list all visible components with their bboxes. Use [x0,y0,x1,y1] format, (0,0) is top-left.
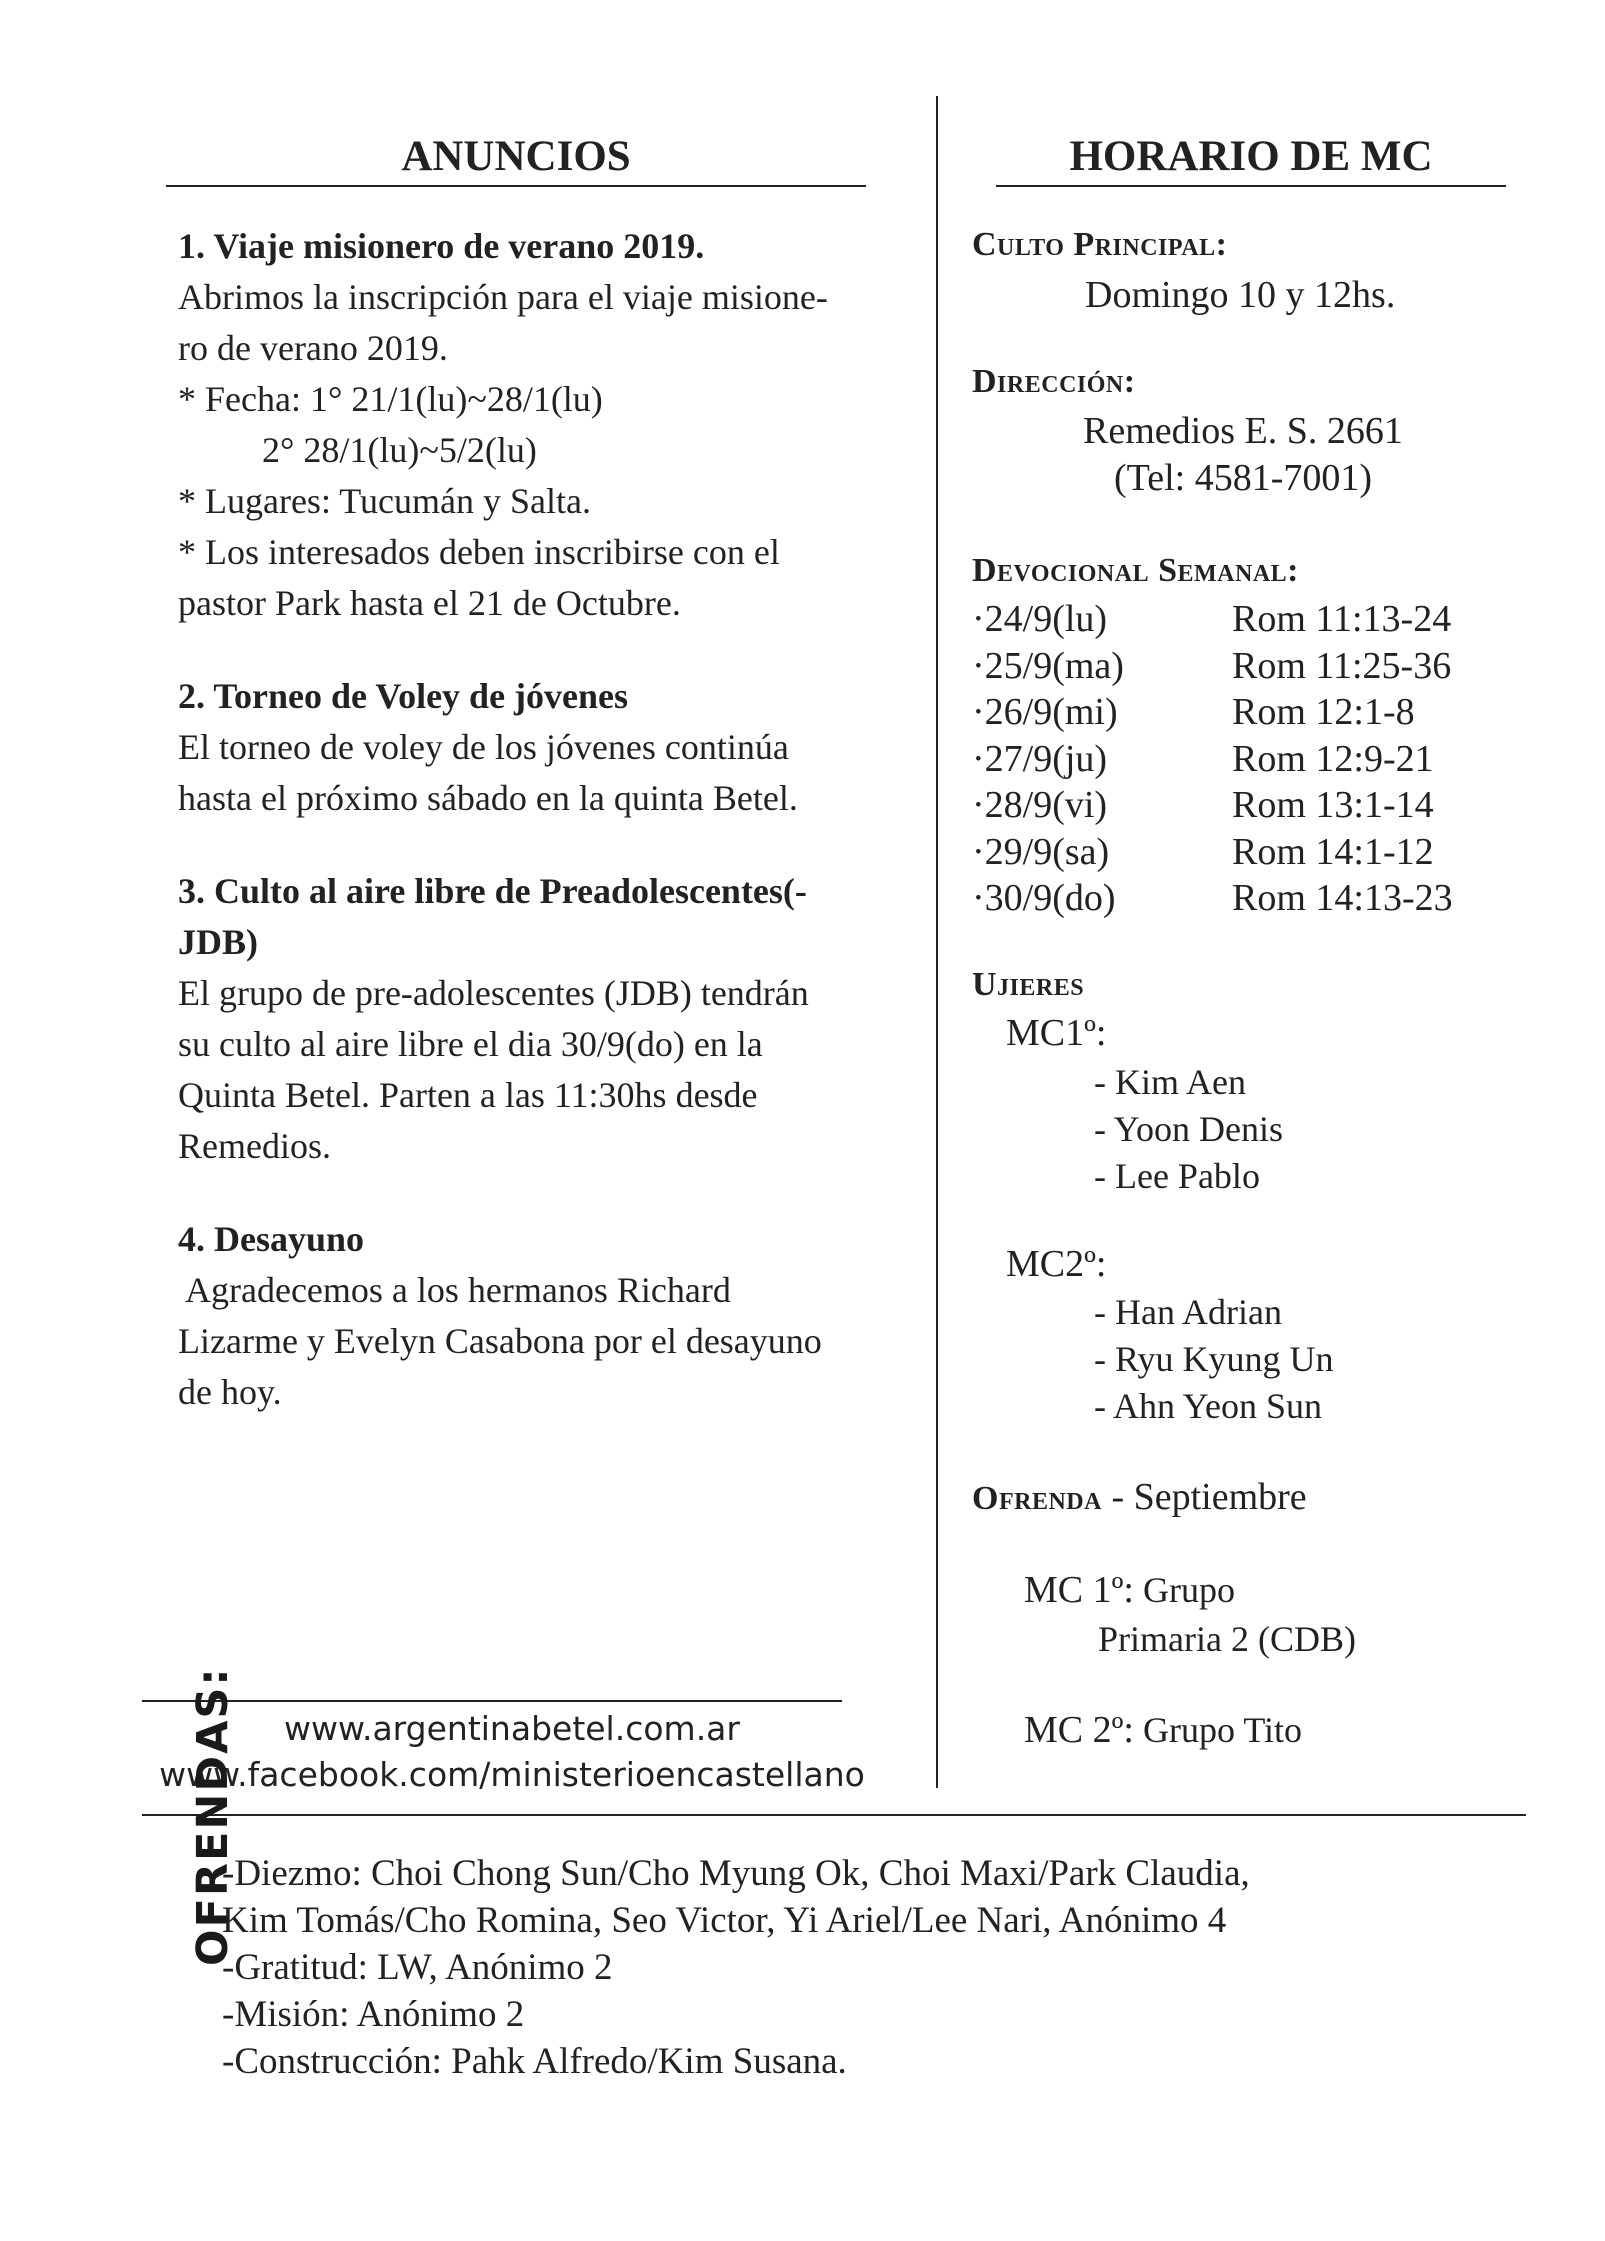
ujieres-mc1-label: MC1º: [1006,1012,1107,1054]
ofrenda-mc2-value: Grupo Tito [1133,1710,1303,1750]
devocional-day: ·24/9(lu) [972,598,1108,640]
announcement-1-line: ro de verano 2019. [178,328,448,368]
usher-name: - Lee Pablo [1094,1156,1260,1196]
ofrendas-vertical-text: OFRENDAS: [188,1666,238,1966]
devocional-label: Devocional Semanal: [972,552,1299,589]
usher-name: - Kim Aen [1094,1062,1246,1102]
direccion-phone: (Tel: 4581-7001) [1114,457,1373,499]
devocional-table [972,596,1453,922]
announcement-3-line: El grupo de pre-adolescentes (JDB) tendrán [178,973,809,1013]
ujieres-mc2-label: MC2º: [1006,1243,1107,1285]
announcement-2 [178,671,898,824]
direccion-address: Remedios E. S. 2661 [1083,410,1403,452]
announcement-1-line: pastor Park hasta el 21 de Octubre. [178,583,681,623]
devocional-row [972,643,1453,690]
announcement-2-line: El torneo de voley de los jóvenes continúa [178,727,789,767]
announcements-heading-underline [166,185,866,187]
announcement-list [178,221,898,1418]
ofrenda-heading [972,1474,1307,1521]
web-links-divider [142,1700,842,1702]
devocional-day: ·29/9(sa) [972,830,1110,873]
ofrenda-mc1-value: Grupo [1133,1570,1235,1610]
announcement-2-title: 2. Torneo de Voley de jóvenes [178,676,629,716]
announcement-4-line: Agradecemos a los hermanos Richard [178,1270,731,1310]
ofrendas-line: Kim Tomás/Cho Romina, Seo Victor, Yi Ariel/Lee Nari, Anónimo 4 [222,1900,1227,1941]
announcement-3-title: JDB) [178,922,258,962]
announcement-1-line: * Fecha: 1° 21/1(lu)~28/1(lu) [178,379,603,419]
culto-principal-time: Domingo 10 y 12hs. [1085,274,1396,316]
devocional-row [972,875,1453,922]
announcement-1 [178,221,898,629]
ofrendas-line: -Misión: Anónimo 2 [222,1994,525,2035]
announcement-3-line: su culto al aire libre el dia 30/9(do) en la [178,1024,763,1064]
announcement-1-line: * Los interesados deben inscribirse con el [178,532,780,572]
usher-name: - Ahn Yeon Sun [1094,1386,1323,1426]
devocional-row [972,596,1453,643]
ujieres-mc2-list [1094,1289,1334,1430]
website-link[interactable]: www.argentinabetel.com.ar [284,1709,740,1748]
footer-divider [142,1814,1526,1816]
ofrenda-month: - Septiembre [1101,1476,1307,1518]
facebook-link[interactable]: www.facebook.com/ministerioencastellano [159,1755,865,1794]
announcement-1-line: 2° 28/1(lu)~5/2(lu) [262,430,537,470]
usher-name: - Yoon Denis [1094,1109,1284,1149]
announcement-4-line: Lizarme y Evelyn Casabona por el desayuno [178,1321,822,1361]
ofrenda-label: Ofrenda [972,1480,1102,1517]
announcement-4-line: de hoy. [178,1372,282,1412]
culto-principal-label: Culto Principal: [972,226,1228,263]
devocional-row [972,829,1453,876]
devocional-row [972,736,1453,783]
ujieres-label: Ujieres [972,966,1085,1003]
direccion-label: Dirección: [972,363,1136,400]
ofrenda-mc1-label: MC 1º: [1024,1569,1134,1611]
ofrenda-mc1-group: Primaria 2 (CDB) [1098,1619,1356,1659]
devocional-ref: Rom 12:9-21 [1232,737,1434,780]
ofrenda-mc2 [1024,1707,1302,1754]
announcement-1-title: 1. Viaje misionero de verano 2019. [178,226,705,266]
devocional-ref: Rom 11:13-24 [1232,598,1452,640]
devocional-row [972,689,1453,736]
announcements-heading: ANUNCIOS [401,133,631,180]
announcement-4 [178,1214,898,1418]
announcement-2-line: hasta el próximo sábado en la quinta Betel. [178,778,798,818]
devocional-day: ·27/9(ju) [972,737,1108,780]
announcement-1-line: Abrimos la inscripción para el viaje misione- [178,277,828,317]
devocional-ref: Rom 14:1-12 [1232,830,1434,873]
announcement-1-line: * Lugares: Tucumán y Salta. [178,481,591,521]
devocional-ref: Rom 14:13-23 [1232,877,1453,919]
ujieres-mc1-list [1094,1059,1283,1200]
announcement-3-line: Remedios. [178,1126,331,1166]
devocional-day: ·30/9(do) [972,877,1116,919]
ofrendas-list [222,1850,1250,2085]
devocional-day: ·28/9(vi) [972,784,1108,826]
devocional-row [972,782,1453,829]
announcement-4-title: 4. Desayuno [178,1219,365,1259]
devocional-day: ·25/9(ma) [972,644,1124,687]
ofrendas-line: -Construcción: Pahk Alfredo/Kim Susana. [222,2041,847,2082]
announcement-3-title: 3. Culto al aire libre de Preadolescentes(- [178,871,807,911]
usher-name: - Han Adrian [1094,1292,1282,1332]
ofrenda-mc2-label: MC 2º: [1024,1709,1134,1751]
column-divider [936,96,938,1788]
announcement-3-line: Quinta Betel. Parten a las 11:30hs desde [178,1075,758,1115]
devocional-ref: Rom 11:25-36 [1232,644,1452,687]
usher-name: - Ryu Kyung Un [1094,1339,1334,1379]
devocional-ref: Rom 13:1-14 [1232,784,1434,826]
devocional-day: ·26/9(mi) [972,691,1118,733]
devocional-ref: Rom 12:1-8 [1232,691,1415,733]
ofrendas-line: -Gratitud: LW, Anónimo 2 [222,1947,613,1988]
ofrenda-mc1 [1024,1567,1235,1614]
announcement-3 [178,866,898,1172]
ofrendas-line: -Diezmo: Choi Chong Sun/Cho Myung Ok, Choi Maxi/Park Claudia, [222,1853,1250,1894]
schedule-heading-underline [996,185,1506,187]
schedule-heading: HORARIO DE MC [1069,133,1433,180]
